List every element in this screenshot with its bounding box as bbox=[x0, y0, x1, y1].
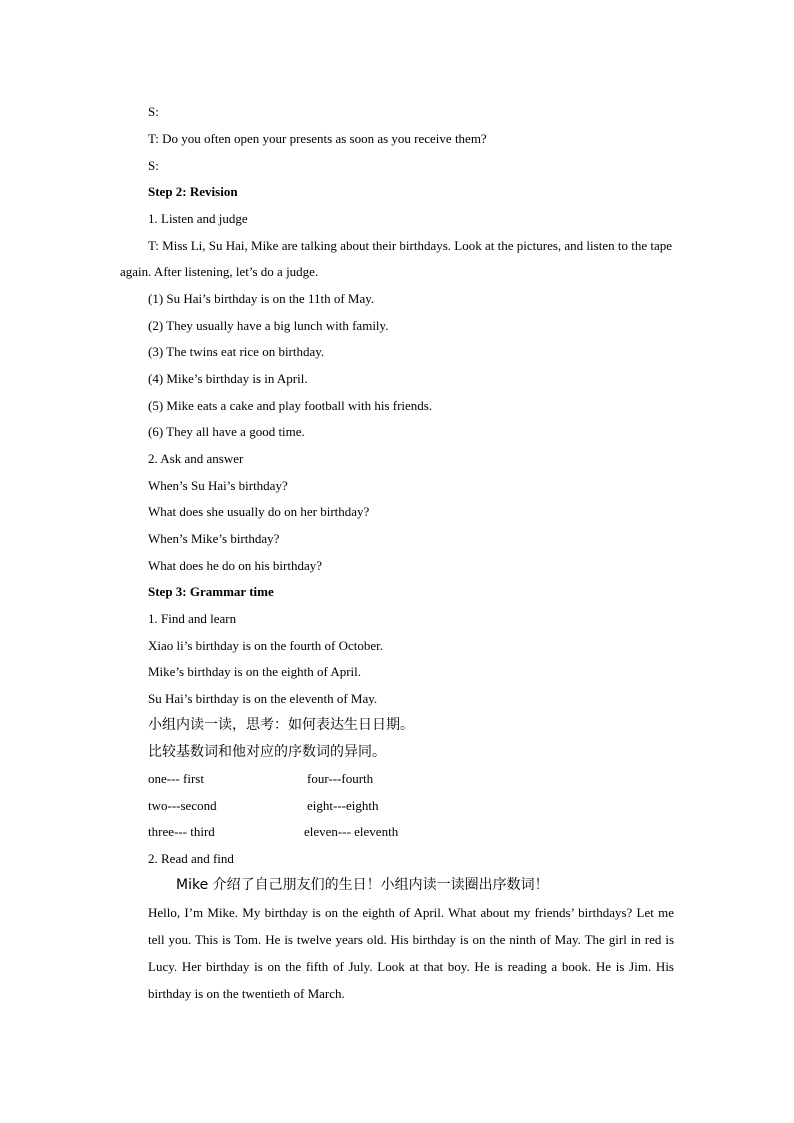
chinese-instruction-1: 小组内读一读，思考：如何表达生日日期。 bbox=[148, 717, 414, 733]
student-response-line: S: bbox=[148, 158, 159, 173]
judge-item-2: (2) They usually have a big lunch with family. bbox=[148, 318, 389, 333]
mike-passage: Hello, I’m Mike. My birthday is on the eighth of April. What about my friends’ birthdays? Let me tell you. This is Tom. He is twelve years old. His birthday is on the ninth of May. The girl in red is Lucy. Her birthday is on the fifth of July. Look at that boy. He is reading a book. He is Jim. His birthday is on the twentieth of March. bbox=[148, 905, 674, 1001]
number-pair-left: three--- third bbox=[148, 824, 215, 839]
judge-item-1: (1) Su Hai’s birthday is on the 11th of May. bbox=[148, 291, 375, 306]
number-pair-left: two---second bbox=[148, 798, 217, 813]
find-learn-heading: 1. Find and learn bbox=[148, 611, 237, 626]
number-pair-right: eight---eighth bbox=[307, 798, 379, 813]
teacher-instruction-paragraph: T: Miss Li, Su Hai, Mike are talking about their birthdays. Look at the pictures, and listen to the tape again. After listening, let’s do a judge. bbox=[120, 238, 672, 279]
judge-item-6: (6) They all have a good time. bbox=[148, 424, 305, 439]
read-find-heading: 2. Read and find bbox=[148, 851, 234, 866]
ask-answer-heading: 2. Ask and answer bbox=[148, 451, 244, 466]
judge-item-3: (3) The twins eat rice on birthday. bbox=[148, 344, 325, 359]
question-3: When’s Mike’s birthday? bbox=[148, 531, 280, 546]
number-pair-right: four---fourth bbox=[307, 771, 374, 786]
number-pair-right: eleven--- eleventh bbox=[304, 824, 399, 839]
chinese-instruction-2: 比较基数词和他对应的序数词的异同。 bbox=[148, 744, 386, 760]
student-response-line: S: bbox=[148, 104, 159, 119]
question-4: What does he do on his birthday? bbox=[148, 558, 323, 573]
judge-item-4: (4) Mike’s birthday is in April. bbox=[148, 371, 308, 386]
teacher-question-presents: T: Do you often open your presents as soon as you receive them? bbox=[148, 131, 487, 146]
step2-heading: Step 2: Revision bbox=[148, 184, 238, 199]
number-pair-left: one--- first bbox=[148, 771, 204, 786]
question-1: When’s Su Hai’s birthday? bbox=[148, 478, 288, 493]
find-sentence-2: Mike’s birthday is on the eighth of April. bbox=[148, 664, 362, 679]
find-sentence-3: Su Hai’s birthday is on the eleventh of May. bbox=[148, 691, 378, 706]
step3-heading: Step 3: Grammar time bbox=[148, 584, 274, 599]
listen-judge-heading: 1. Listen and judge bbox=[148, 211, 248, 226]
chinese-instruction-3: Mike 介绍了自己朋友们的生日！小组内读一读圈出序数词！ bbox=[176, 877, 549, 893]
judge-item-5: (5) Mike eats a cake and play football with his friends. bbox=[148, 398, 433, 413]
question-2: What does she usually do on her birthday? bbox=[148, 504, 370, 519]
find-sentence-1: Xiao li’s birthday is on the fourth of October. bbox=[148, 638, 384, 653]
